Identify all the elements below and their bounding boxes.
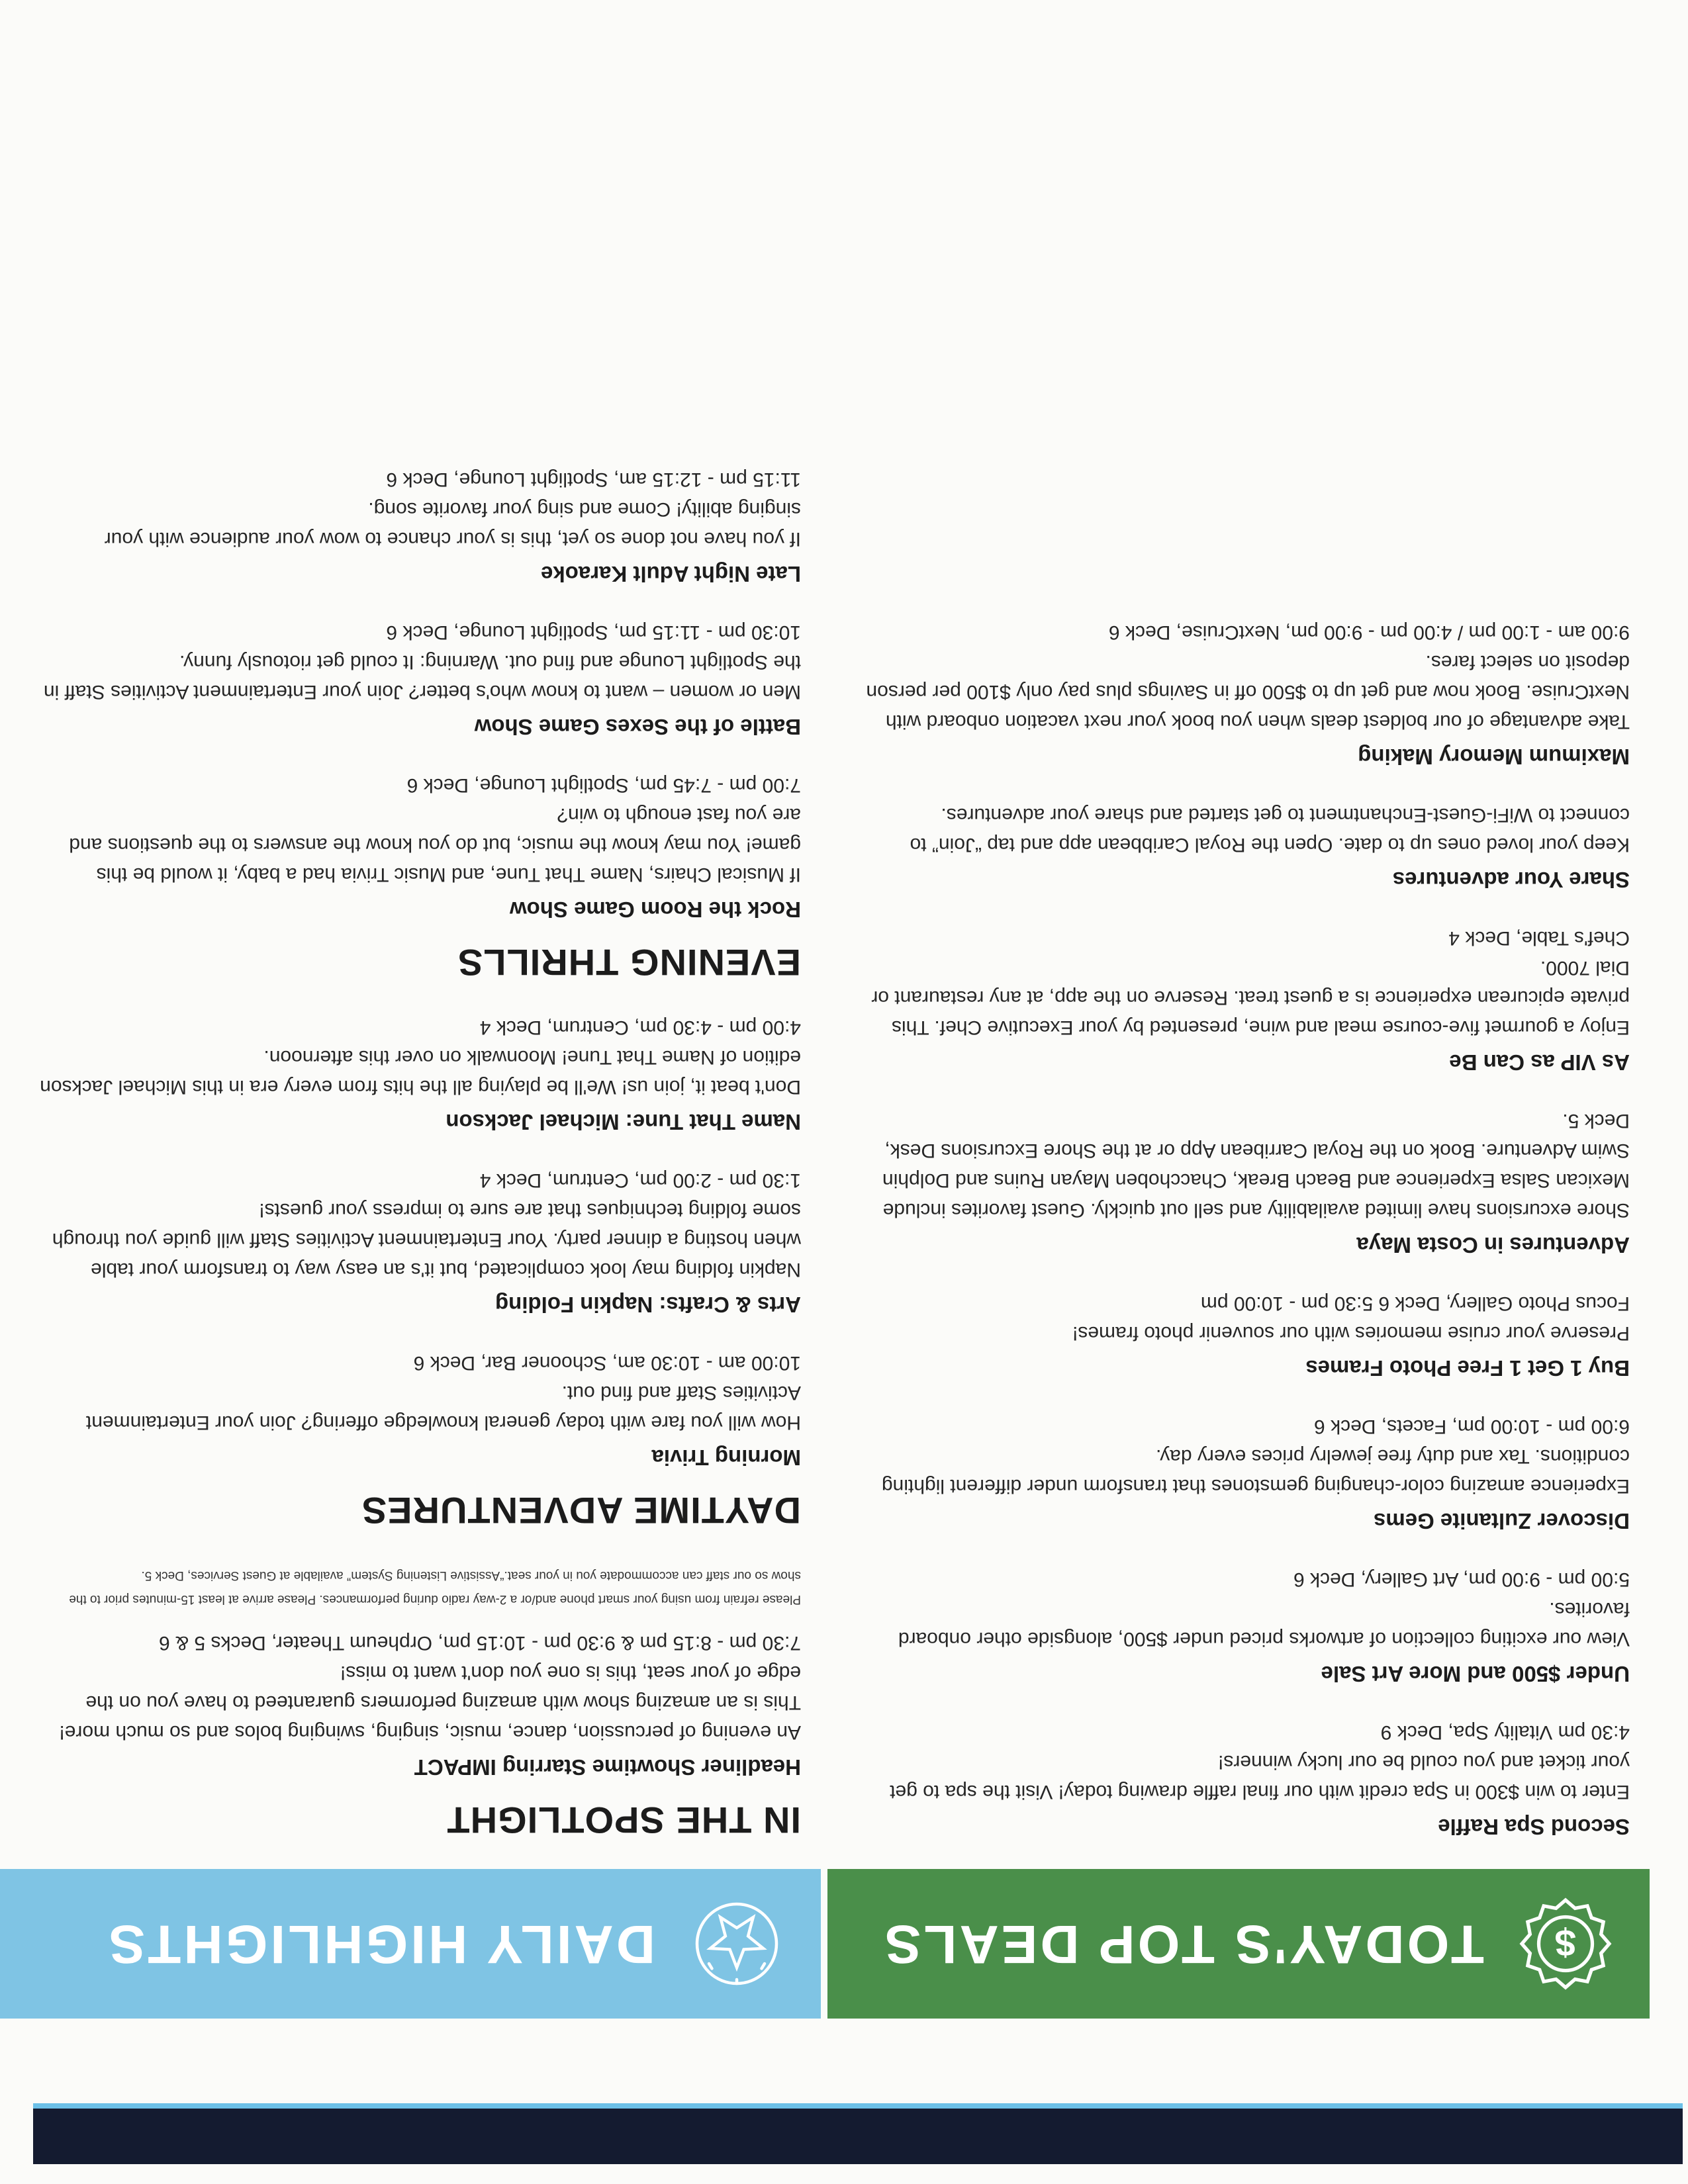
deal-description: View our exciting collection of artworks priced under $500, alongside other onboard favorites.	[898, 1598, 1630, 1650]
event-description: Men or women – want to know who's better? Join your Entertainment Activities Staff in the Spotlight Lounge and find out. Warning: It could get riotously funny.	[43, 651, 801, 703]
deal-title: Under $500 and More Art Sale	[1321, 1662, 1630, 1686]
top-deals-title: TODAY'S TOP DEALS	[882, 1914, 1484, 1974]
event-description: If Musical Chairs, Name That Tune, and Music Trivia had a baby, it would be this game! You may know the music, but do you know the answers to the questions and are you fast enough to win?	[69, 804, 801, 886]
event-time-location: 1:30 pm - 2:00 pm, Centrum, Deck 4	[479, 1169, 801, 1191]
deal-item	[849, 617, 1630, 771]
deal-item	[849, 923, 1630, 1077]
event-time-location: 7:00 pm - 7:45 pm, Spotlight Lounge, Deck 6	[406, 774, 801, 796]
svg-text:$: $	[1555, 1921, 1576, 1964]
deal-item	[849, 1565, 1630, 1688]
event-title: Arts & Crafts: Napkin Folding	[494, 1293, 801, 1317]
deal-title: Adventures in Costa Maya	[1356, 1233, 1630, 1257]
event-item	[40, 1013, 801, 1136]
top-blue-rule	[33, 2103, 1683, 2109]
event-title: Headliner Showtime Starring IMPACT	[414, 1755, 801, 1780]
deal-title: Second Spa Raffle	[1438, 1815, 1630, 1839]
event-title: Morning Trivia	[651, 1445, 801, 1470]
deal-description: Preserve your cruise memories with our souvenir photo frames!	[1072, 1322, 1630, 1344]
deal-description: Keep your loved ones up to date. Open the Royal Caribbean app and tap “Join” to connect to WiFi-Guest-Enchantment to get started and share your adventures.	[910, 804, 1630, 856]
deal-time-location: 9:00 am - 1:00 pm / 4:00 pm - 9:00 pm, NextCruise, Deck 6	[1108, 621, 1630, 643]
deal-title: Maximum Memory Making	[1358, 745, 1630, 769]
event-time-location: 10:00 am - 10:30 am, Schooner Bar, Deck 6	[413, 1352, 801, 1374]
event-title: Battle of the Sexes Game Show	[474, 715, 801, 739]
deal-time-location: 4:30 pm Vitality Spa, Deck 9	[1380, 1721, 1630, 1743]
event-title: Name That Tune: Michael Jackson	[445, 1110, 801, 1134]
deal-description: Experience amazing color-changing gemstones that transform under different lighting conditions. Tax and duty free jewelry prices every day.	[881, 1445, 1630, 1497]
section-heading: IN THE SPOTLIGHT	[446, 1799, 801, 1841]
deal-title: Buy 1 Get 1 Free Photo Frames	[1305, 1356, 1630, 1381]
deal-item	[849, 1412, 1630, 1535]
event-description: If you have not done so yet, this is your chance to wow your audience with your singing ability! Come and sing your favorite song.	[104, 498, 801, 550]
event-item	[40, 1165, 801, 1319]
event-time-location: 4:00 pm - 4:30 pm, Centrum, Deck 4	[479, 1017, 801, 1038]
deal-description: Take advantage of our boldest deals when you book your next vacation onboard with NextCruise. Book now and get up to $500 off in Savings plus pay only $100 per person deposit on select fares.	[866, 651, 1630, 733]
star-burst-icon	[687, 1894, 786, 1993]
top-deals-list	[849, 588, 1630, 1841]
event-description: Don't beat it, join us! We'll be playing all the hits from every era in this Michael Jackson edition of Name That Tune! Moonwalk on over this afternoon.	[40, 1046, 801, 1098]
deal-item	[849, 800, 1630, 894]
deal-description: Enjoy a gourmet five-course meal and wine, presented by your Executive Chef. This private epicurean experience is a guest treat. Reserve on the app, at any restaurant or Dial 7000.	[871, 957, 1630, 1038]
event-item	[40, 465, 801, 588]
deal-time-location: Chef's Table, Deck 4	[1448, 927, 1630, 949]
top-navy-band	[33, 2109, 1683, 2164]
event-title: Late Night Adult Karaoke	[541, 562, 801, 586]
deal-time-location: 5:00 pm - 9:00 pm, Art Gallery, Deck 6	[1293, 1569, 1630, 1590]
deal-time-location: 6:00 pm - 10:00 pm, Facets, Deck 6	[1314, 1416, 1630, 1437]
daily-highlights-list	[40, 435, 801, 1841]
section-heading: EVENING THRILLS	[457, 942, 801, 983]
event-item	[40, 1628, 801, 1782]
deal-description: Enter to win $300 in Spa credit with our final raffle drawing today! Visit the spa to get your ticket and you could be our lucky winners!	[890, 1751, 1630, 1803]
deal-title: Share Your adventures	[1392, 868, 1630, 892]
show-disclaimer: Please refrain from using your smart phone and/or a 2-way radio during performances. Please arrive at least 15-minutes prior to the show so our staff can accommodate you in your seat.“Assistive Listening System” available at Guest Services, Deck 5.	[69, 1569, 801, 1606]
event-time-location: 11:15 pm - 12:15 am, Spotlight Lounge, Deck 6	[386, 469, 801, 490]
deal-item	[849, 1289, 1630, 1383]
deal-description: Shore excursions have limited availability and sell out quickly. Guest favorites include Mexican Salsa Experience and Beach Break, Chacchoben Mayan Ruins and Dolphin Swim Adventure. Book on the Royal Carribean App or at the Shore Excursions Desk, Deck 5.	[882, 1110, 1630, 1221]
deal-title: As VIP as Can Be	[1449, 1050, 1630, 1075]
deal-item	[849, 1717, 1630, 1841]
event-time-location: 10:30 pm - 11:15 pm, Spotlight Lounge, Deck 6	[386, 621, 801, 643]
event-description: How will you fare with today general knowledge offering? Join your Entertainment Activities Staff and find out.	[85, 1382, 801, 1433]
event-title: Rock the Room Game Show	[509, 897, 801, 922]
deal-item	[849, 1106, 1630, 1259]
dollar-badge-icon	[1516, 1894, 1615, 1993]
daily-highlights-title: DAILY HIGHLIGHTS	[106, 1914, 655, 1974]
event-description: Napkin folding may look complicated, but it's an easy way to transform your table when hosting a dinner party. Your Entertainment Activities Staff will guide you through some folding techniques that are sure to impress your guests!	[52, 1199, 801, 1281]
daily-highlights-banner	[0, 1869, 821, 2019]
top-deals-banner	[827, 1869, 1650, 2019]
event-item	[40, 1348, 801, 1472]
deal-time-location: Focus Photo Gallery, Deck 6 5:30 pm - 10:00 pm	[1200, 1293, 1630, 1314]
deal-title: Discover Zultanite Gems	[1374, 1509, 1630, 1533]
section-heading: DAYTIME ADVENTURES	[361, 1490, 801, 1531]
event-time-location: 7:30 pm - 8:15 pm & 9:30 pm - 10:15 pm, Orpheum Theater, Decks 5 & 6	[159, 1632, 801, 1654]
event-description: An evening of percussion, dance, music, singing, swinging bolos and so much more! This is an amazing show with amazing performers guaranteed to have you on the edge of your seat, this is one you don't want to miss!	[59, 1662, 801, 1743]
event-item	[40, 770, 801, 924]
event-item	[40, 617, 801, 741]
